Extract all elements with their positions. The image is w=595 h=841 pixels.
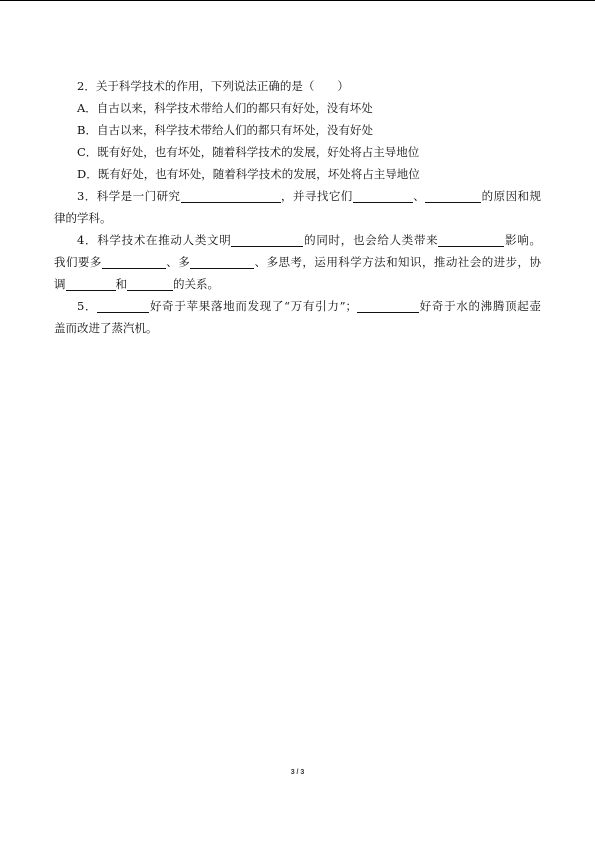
top-border — [0, 0, 595, 1]
q5-blank-2[interactable] — [357, 300, 419, 313]
page-number: 3 / 3 — [290, 769, 305, 776]
q4-blank-1[interactable] — [231, 234, 303, 247]
q5-line-2: 盖而改进了蒸汽机。 — [54, 321, 158, 335]
q5-blank-1[interactable] — [97, 300, 149, 313]
q4-text-4: 我们要多 — [54, 255, 102, 269]
q2-option-c: C．既有好处，也有坏处，随着科学技术的发展，好处将占主导地位 — [77, 145, 420, 159]
q4-text-5: 、多 — [165, 255, 191, 269]
q3-blank-3[interactable] — [425, 190, 481, 203]
q4-text-7: 调 — [54, 277, 66, 291]
q3-text-2: ，并寻找它们 — [280, 189, 353, 203]
q4-blank-5[interactable] — [66, 278, 116, 291]
q3-blank-1[interactable] — [181, 190, 281, 203]
q3-line-2: 律的学科。 — [54, 211, 112, 225]
q3-text-3: 、 — [412, 189, 426, 203]
q4-blank-4[interactable] — [190, 256, 254, 269]
q5-text-3: 好奇于水的沸腾顶起壶 — [418, 299, 541, 313]
q5-text-1: 5． — [77, 299, 98, 313]
q4-line-2 — [54, 254, 541, 270]
q4-line-3 — [54, 276, 219, 292]
q2-stem: 2．关于科学技术的作用，下列说法正确的是（ ） — [77, 79, 349, 93]
q4-text-3: 影响。 — [504, 233, 541, 247]
q2-option-a: A．自古以来，科学技术带给人们的都只有好处，没有坏处 — [77, 101, 373, 115]
q4-text-6: 、多思考，运用科学方法和知识，推动社会的进步，协 — [254, 255, 542, 269]
q3-line-1 — [77, 188, 541, 204]
q3-blank-2[interactable] — [353, 190, 413, 203]
q4-line-1 — [77, 232, 541, 248]
q4-blank-2[interactable] — [438, 234, 504, 247]
q4-blank-3[interactable] — [102, 256, 166, 269]
q5-text-2: 好奇于苹果落地而发现了“万有引力”； — [149, 299, 357, 313]
q2-option-b: B．自古以来，科学技术带给人们的都只有坏处，没有好处 — [77, 123, 373, 137]
q5-line-1 — [77, 298, 541, 314]
q4-text-8: 和 — [115, 277, 127, 291]
q4-text-2: 的同时，也会给人类带来 — [303, 233, 439, 247]
q3-text-4: 的原因和规 — [481, 189, 542, 203]
q2-option-d: D．既有好处，也有坏处，随着科学技术的发展，坏处将占主导地位 — [77, 167, 420, 181]
q4-blank-6[interactable] — [127, 278, 173, 291]
q3-text-1: 3．科学是一门研究 — [77, 189, 181, 203]
q4-text-9: 的关系。 — [173, 277, 219, 291]
q4-text-1: 4．科学技术在推动人类文明 — [77, 233, 232, 247]
